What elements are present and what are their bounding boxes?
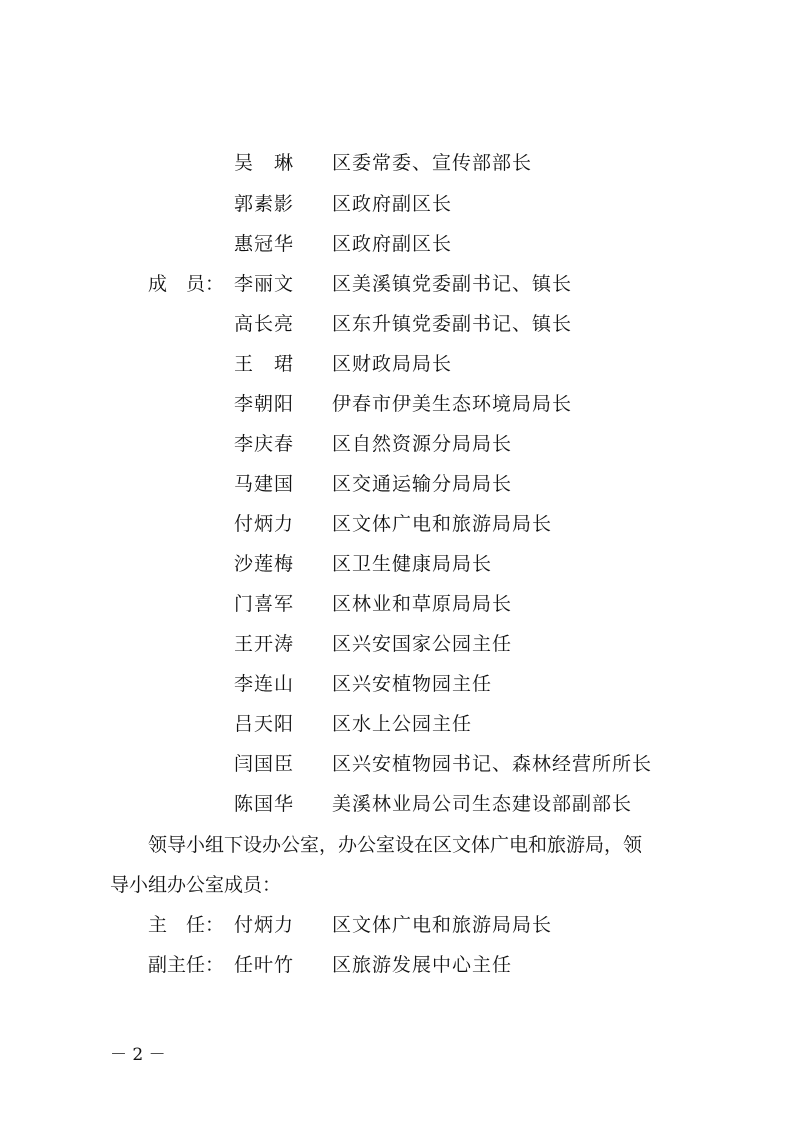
member-name: 王开涛 (234, 633, 295, 655)
member-name: 吴 琳 (234, 152, 295, 174)
member-title: 区政府副区长 (332, 193, 453, 215)
member-name: 付炳力 (234, 914, 295, 936)
member-name: 李丽文 (234, 273, 295, 295)
member-title: 区林业和草原局局长 (332, 593, 513, 615)
member-title: 区自然资源分局局长 (332, 433, 513, 455)
member-name: 惠冠华 (234, 233, 295, 255)
member-title: 区兴安国家公园主任 (332, 633, 513, 655)
page-number: － 2 － (110, 1045, 166, 1065)
member-title: 美溪林业局公司生态建设部副部长 (332, 793, 633, 815)
member-name: 沙莲梅 (234, 553, 295, 575)
member-title: 区文体广电和旅游局局长 (332, 914, 553, 936)
member-name: 门喜军 (234, 593, 295, 615)
member-title: 区政府副区长 (332, 233, 453, 255)
role-label: 主 任： (148, 914, 225, 936)
member-name: 郭素影 (234, 193, 295, 215)
member-title: 区文体广电和旅游局局长 (332, 513, 553, 535)
member-name: 王 珺 (234, 353, 295, 375)
role-label: 副主任： (148, 954, 225, 976)
member-title: 区美溪镇党委副书记、镇长 (332, 273, 573, 295)
member-name: 闫国臣 (234, 753, 295, 775)
member-title: 伊春市伊美生态环境局局长 (332, 393, 573, 415)
member-name: 高长亮 (234, 313, 295, 335)
member-title: 区旅游发展中心主任 (332, 954, 513, 976)
member-name: 马建国 (234, 473, 295, 495)
member-name: 陈国华 (234, 793, 295, 815)
member-title: 区兴安植物园主任 (332, 673, 493, 695)
member-name: 李连山 (234, 673, 295, 695)
member-title: 区兴安植物园书记、森林经营所所长 (332, 753, 653, 775)
member-title: 区财政局局长 (332, 353, 453, 375)
member-title: 区委常委、宣传部部长 (332, 152, 533, 174)
member-title: 区水上公园主任 (332, 713, 473, 735)
office-paragraph-line2: 导小组办公室成员： (110, 874, 282, 896)
member-name: 吕天阳 (234, 713, 295, 735)
member-name: 付炳力 (234, 513, 295, 535)
member-name: 任叶竹 (234, 954, 295, 976)
member-title: 区交通运输分局局长 (332, 473, 513, 495)
office-paragraph-line1: 领导小组下设办公室，办公室设在区文体广电和旅游局，领 (148, 834, 643, 856)
role-label: 成 员： (148, 273, 225, 295)
member-title: 区卫生健康局局长 (332, 553, 493, 575)
member-name: 李朝阳 (234, 393, 295, 415)
member-name: 李庆春 (234, 433, 295, 455)
member-title: 区东升镇党委副书记、镇长 (332, 313, 573, 335)
